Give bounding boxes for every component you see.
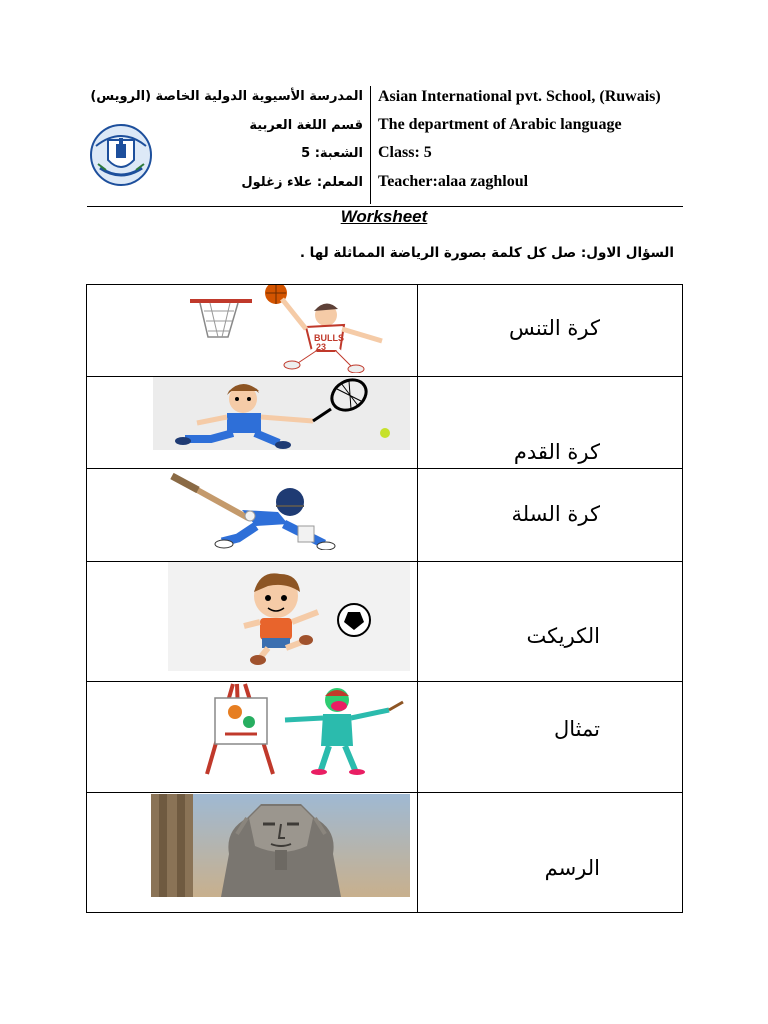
teacher-arabic: المعلم: علاء زغلول	[241, 175, 363, 190]
picture-cell	[186, 285, 406, 373]
school-crest-icon	[90, 124, 152, 186]
class-english: Class: 5	[378, 144, 432, 161]
question-text: السؤال الاول: صل كل كلمة بصورة الرياضة المماثلة لها .	[299, 245, 674, 261]
sport-word: الرسم	[544, 856, 600, 880]
sport-word: الكريكت	[526, 624, 600, 648]
header-divider	[370, 86, 371, 204]
svg-text:BULLS: BULLS	[314, 333, 344, 343]
tennis-player-icon	[153, 377, 410, 450]
picture-cell	[168, 562, 410, 671]
department-arabic: قسم اللغة العربية	[249, 118, 363, 133]
soccer-boy-icon	[168, 562, 410, 671]
svg-text:23: 23	[316, 342, 327, 352]
department-english: The department of Arabic language	[378, 116, 622, 133]
teacher-english: Teacher:alaa zaghloul	[378, 173, 529, 190]
sport-word: كرة القدم	[513, 440, 600, 464]
picture-cell	[193, 682, 410, 776]
sport-word: كرة السلة	[511, 502, 600, 526]
sport-word: تمثال	[554, 717, 600, 741]
picture-cell	[153, 377, 410, 450]
painter-easel-icon	[193, 682, 410, 776]
picture-cell	[138, 470, 410, 550]
pharaoh-statue-icon	[151, 794, 410, 897]
school-name-arabic: المدرسة الأسيوية الدولية الخاصة (الرويس)	[90, 89, 363, 104]
table-column-divider	[417, 284, 418, 913]
cricket-batsman-icon	[138, 470, 410, 550]
class-arabic: الشعبة: 5	[301, 146, 363, 161]
row-divider	[86, 468, 683, 469]
worksheet-title: Worksheet	[340, 207, 428, 226]
row-divider	[86, 792, 683, 793]
sport-word: كرة التنس	[509, 316, 600, 340]
basketball-player-icon	[186, 285, 406, 373]
school-name-english: Asian International pvt. School, (Ruwais)	[378, 88, 661, 105]
picture-cell	[151, 794, 410, 897]
